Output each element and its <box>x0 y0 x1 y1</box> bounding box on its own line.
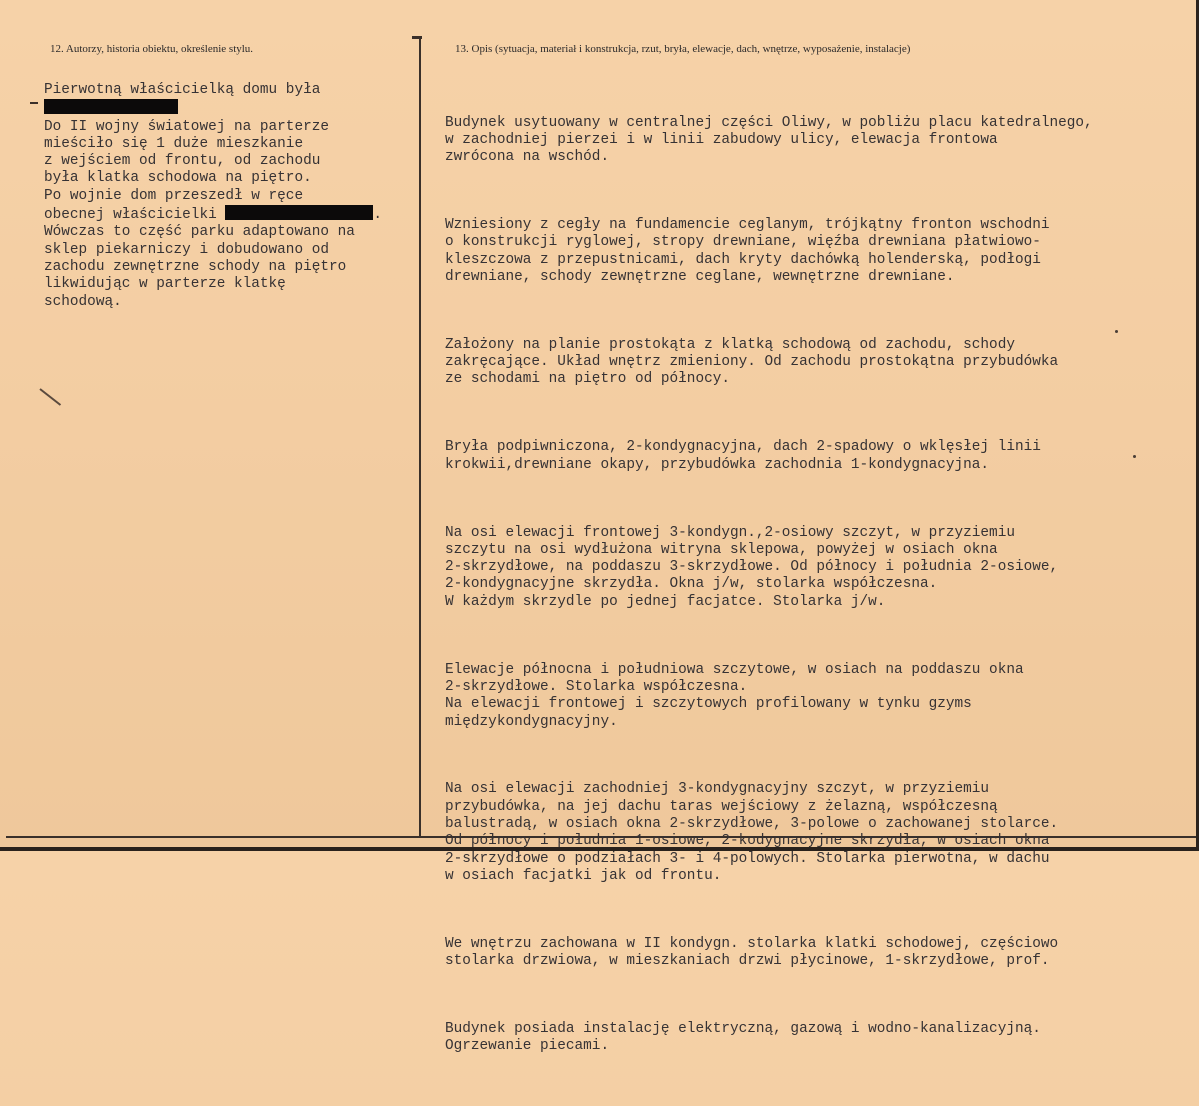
description-text <box>445 80 1093 1106</box>
section-12-heading: 12. Autorzy, historia obiektu, określenie stylu. <box>50 43 254 55</box>
column-divider <box>419 36 421 836</box>
redacted-name-2 <box>225 205 373 220</box>
description-paragraph: Bryła podpiwniczona, 2-kondygnacyjna, dach 2-spadowy o wklęsłej linii krokwii,drewniane okapy, przybudówka zachodnia 1-kondygnacyjna. <box>445 439 1041 473</box>
description-paragraph: Wzniesiony z cegły na fundamencie ceglanym, trójkątny fronton wschodni o konstrukcji ryglowej, stropy drewniane, więźba drewniana płatwiowo- kleszczowa z przepustnicami, dach kryty dachówką holenderską, podłogi drewniane, schody zewnętrzne ceglane, wewnętrzne drewniane. <box>445 217 1050 285</box>
redacted-name-1 <box>44 99 178 114</box>
description-paragraph: Budynek posiada instalację elektryczną, gazową i wodno-kanalizacyjną. Ogrzewanie piecami. <box>445 1020 1041 1055</box>
history-owner-end: . <box>373 207 382 224</box>
margin-dash <box>30 102 38 104</box>
history-body-b: Wówczas to część parku adaptowano na sklep piekarniczy i dobudowano od zachodu zewnętrzne schody na piętro likwidując w parterze klatkę schodową. <box>44 224 355 310</box>
description-paragraph: We wnętrzu zachowana w II kondygn. stolarka klatki schodowej, częściowo stolarka drzwiowa, w mieszkaniach drzwi płycinowe, 1-skrzydłowe, prof. <box>445 935 1059 970</box>
history-owner-line: obecnej właścicielki <box>44 207 226 224</box>
description-paragraph: Budynek usytuowany w centralnej części Oliwy, w pobliżu placu katedralnego, w zachodniej pierzei i w linii zabudowy ulicy, elewacja frontowa zwrócona na wschód. <box>445 114 1093 166</box>
history-body-a: Do II wojny światowej na parterze mieściło się 1 duże mieszkanie z wejściem od frontu, od zachodu była klatka schodowa na piętro. Po wojnie dom przeszedł w ręce <box>44 118 329 204</box>
description-paragraph: Elewacje północna i południowa szczytowe, w osiach na poddaszu okna 2-skrzydłowe. Stolarka współczesna. Na elewacji frontowej i szczytowych profilowany w tynku gzyms międzykondygnacyjny. <box>445 661 1024 730</box>
description-paragraph: Na osi elewacji zachodniej 3-kondygnacyjny szczyt, w przyziemiu przybudówka, na jej dachu taras wejściowy z żelazną, współczesną balustradą, w osiach okna 2-skrzydłowe, 3-polowe o zachowanej stolarce. Od północy i południa 1-osiowe, 2-kodygnacyjne skrzydła, w osiach okna 2-skrzydłowe o podziałach 3- i 4-polowych. Stolarka pierwotna, w dachu w osiach facjatki jak od frontu. <box>445 781 1059 884</box>
history-line-1: Pierwotną właścicielką domu była <box>44 82 321 98</box>
pencil-stroke <box>39 388 61 406</box>
speck <box>1115 330 1118 333</box>
description-paragraph: Założony na planie prostokąta z klatką schodową od zachodu, schody zakręcające. Układ wnętrz zmieniony. Od zachodu prostokątna przybudówka ze schodami na piętro od północy. <box>445 336 1059 388</box>
description-paragraph: Na osi elewacji frontowej 3-kondygn.,2-osiowy szczyt, w przyziemiu szczytu na osi wydłużona witryna sklepowa, powyżej w osiach okna 2-skrzydłowe, na poddaszu 3-skrzydłowe. Od północy i południa 2-osiowe, 2-kondygnacyjne skrzydła. Okna j/w, stolarka współczesna. W każdym skrzydle po jednej facjatce. Stolarka j/w. <box>445 524 1059 610</box>
section-13-heading: 13. Opis (sytuacja, materiał i konstrukcja, rzut, bryła, elewacje, dach, wnętrze, wyposażenie, instalacje) <box>455 43 911 55</box>
history-text <box>44 82 382 311</box>
speck <box>1133 455 1136 458</box>
